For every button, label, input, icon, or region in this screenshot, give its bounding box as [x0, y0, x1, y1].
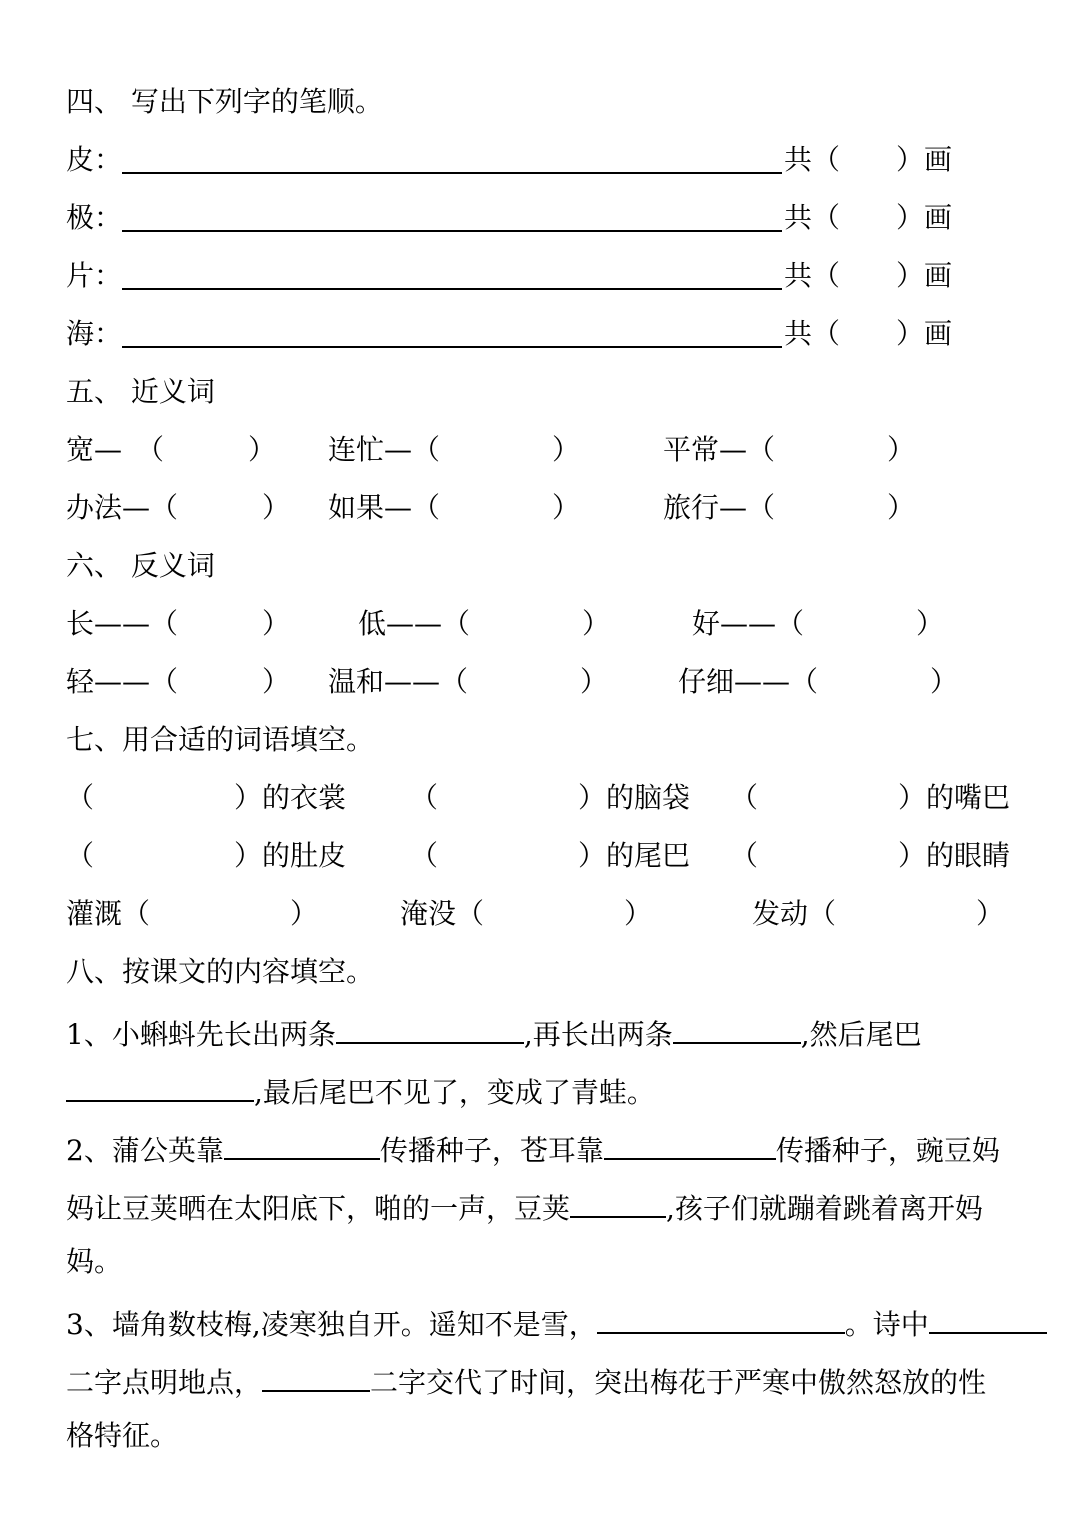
phrase-fill-item[interactable]: （ ）的眼睛	[730, 839, 1011, 872]
phrase-fill-item[interactable]: 灌溉（ ）	[66, 897, 319, 930]
question-3-line-2	[66, 1360, 986, 1401]
antonym-item[interactable]: 仔细——（ ）	[678, 665, 959, 698]
answer-blank[interactable]	[673, 1012, 801, 1044]
question-text: ,最后尾巴不见了，变成了青蛙。	[254, 1076, 655, 1109]
question-text: ,再长出两条	[523, 1018, 673, 1051]
answer-blank[interactable]	[570, 1186, 666, 1218]
phrase-fill-item[interactable]: （ ）的肚皮	[66, 839, 347, 872]
synonym-item[interactable]: 如果—（ ）	[328, 491, 581, 524]
stroke-row-char: 海：	[66, 317, 123, 350]
phrase-fill-item[interactable]: （ ）的脑袋	[410, 781, 691, 814]
question-text: ,然后尾巴	[800, 1018, 922, 1051]
stroke-order-blank[interactable]	[122, 172, 782, 174]
question-1-line-1	[66, 1012, 922, 1053]
question-text: 二字交代了时间，突出梅花于严寒中傲然怒放的性	[370, 1366, 987, 1399]
question-1-line-2	[66, 1070, 655, 1111]
question-text: ,孩子们就蹦着跳着离开妈	[666, 1192, 983, 1225]
synonym-item[interactable]: 办法—（ ）	[66, 491, 291, 524]
stroke-count: 共（ ）画	[784, 317, 953, 350]
synonym-item[interactable]: 连忙—（ ）	[328, 433, 581, 466]
synonym-item[interactable]: 旅行—（ ）	[663, 491, 916, 524]
answer-blank[interactable]	[224, 1128, 380, 1160]
antonym-item[interactable]: 低——（ ）	[358, 607, 611, 640]
question-text: 3、墙角数枝梅,凌寒独自开。遥知不是雪，	[66, 1308, 597, 1341]
antonym-item[interactable]: 轻——（ ）	[66, 665, 291, 698]
answer-blank[interactable]	[66, 1070, 254, 1102]
answer-blank[interactable]	[604, 1128, 776, 1160]
stroke-order-blank[interactable]	[122, 288, 782, 290]
section-7-title: 七、用合适的词语填空。	[66, 723, 375, 756]
phrase-fill-item[interactable]: （ ）的嘴巴	[730, 781, 1011, 814]
antonym-item[interactable]: 长——（ ）	[66, 607, 291, 640]
stroke-order-blank[interactable]	[122, 230, 782, 232]
stroke-row-char: 片：	[66, 259, 123, 292]
answer-blank[interactable]	[262, 1360, 370, 1392]
answer-blank[interactable]	[597, 1302, 845, 1334]
question-2-line-2	[66, 1186, 983, 1227]
question-2-line-3: 妈。	[66, 1245, 123, 1278]
section-5-title: 五、 近义词	[66, 375, 215, 408]
answer-blank[interactable]	[336, 1012, 524, 1044]
section-8-title: 八、按课文的内容填空。	[66, 955, 375, 988]
question-text: 传播种子，苍耳靠	[379, 1134, 604, 1167]
stroke-count: 共（ ）画	[784, 259, 953, 292]
section-4-title: 四、 写出下列字的笔顺。	[66, 85, 383, 118]
question-2-line-1	[66, 1128, 1000, 1169]
question-text: 二字点明地点，	[66, 1366, 263, 1399]
stroke-row-char: 皮：	[66, 143, 123, 176]
stroke-count: 共（ ）画	[784, 201, 953, 234]
question-text: 2、蒲公英靠	[66, 1134, 224, 1167]
question-3-line-1	[66, 1302, 1047, 1343]
stroke-row-char: 极：	[66, 201, 123, 234]
question-text: 。诗中	[844, 1308, 929, 1341]
phrase-fill-item[interactable]: 淹没（ ）	[400, 897, 653, 930]
section-6-title: 六、 反义词	[66, 549, 215, 582]
phrase-fill-item[interactable]: （ ）的尾巴	[410, 839, 691, 872]
phrase-fill-item[interactable]: （ ）的衣裳	[66, 781, 347, 814]
answer-blank[interactable]	[929, 1302, 1047, 1334]
question-text: 1、小蝌蚪先长出两条	[66, 1018, 336, 1051]
synonym-item[interactable]: 平常—（ ）	[663, 433, 916, 466]
stroke-order-blank[interactable]	[122, 346, 782, 348]
synonym-item[interactable]: 宽— （ ）	[66, 433, 277, 466]
question-text: 传播种子，豌豆妈	[775, 1134, 1000, 1167]
question-text: 妈让豆荚晒在太阳底下，啪的一声，豆荚	[66, 1192, 571, 1225]
question-3-line-3: 格特征。	[66, 1419, 179, 1452]
stroke-count: 共（ ）画	[784, 143, 953, 176]
phrase-fill-item[interactable]: 发动（ ）	[752, 897, 1005, 930]
antonym-item[interactable]: 好——（ ）	[692, 607, 945, 640]
antonym-item[interactable]: 温和——（ ）	[328, 665, 609, 698]
